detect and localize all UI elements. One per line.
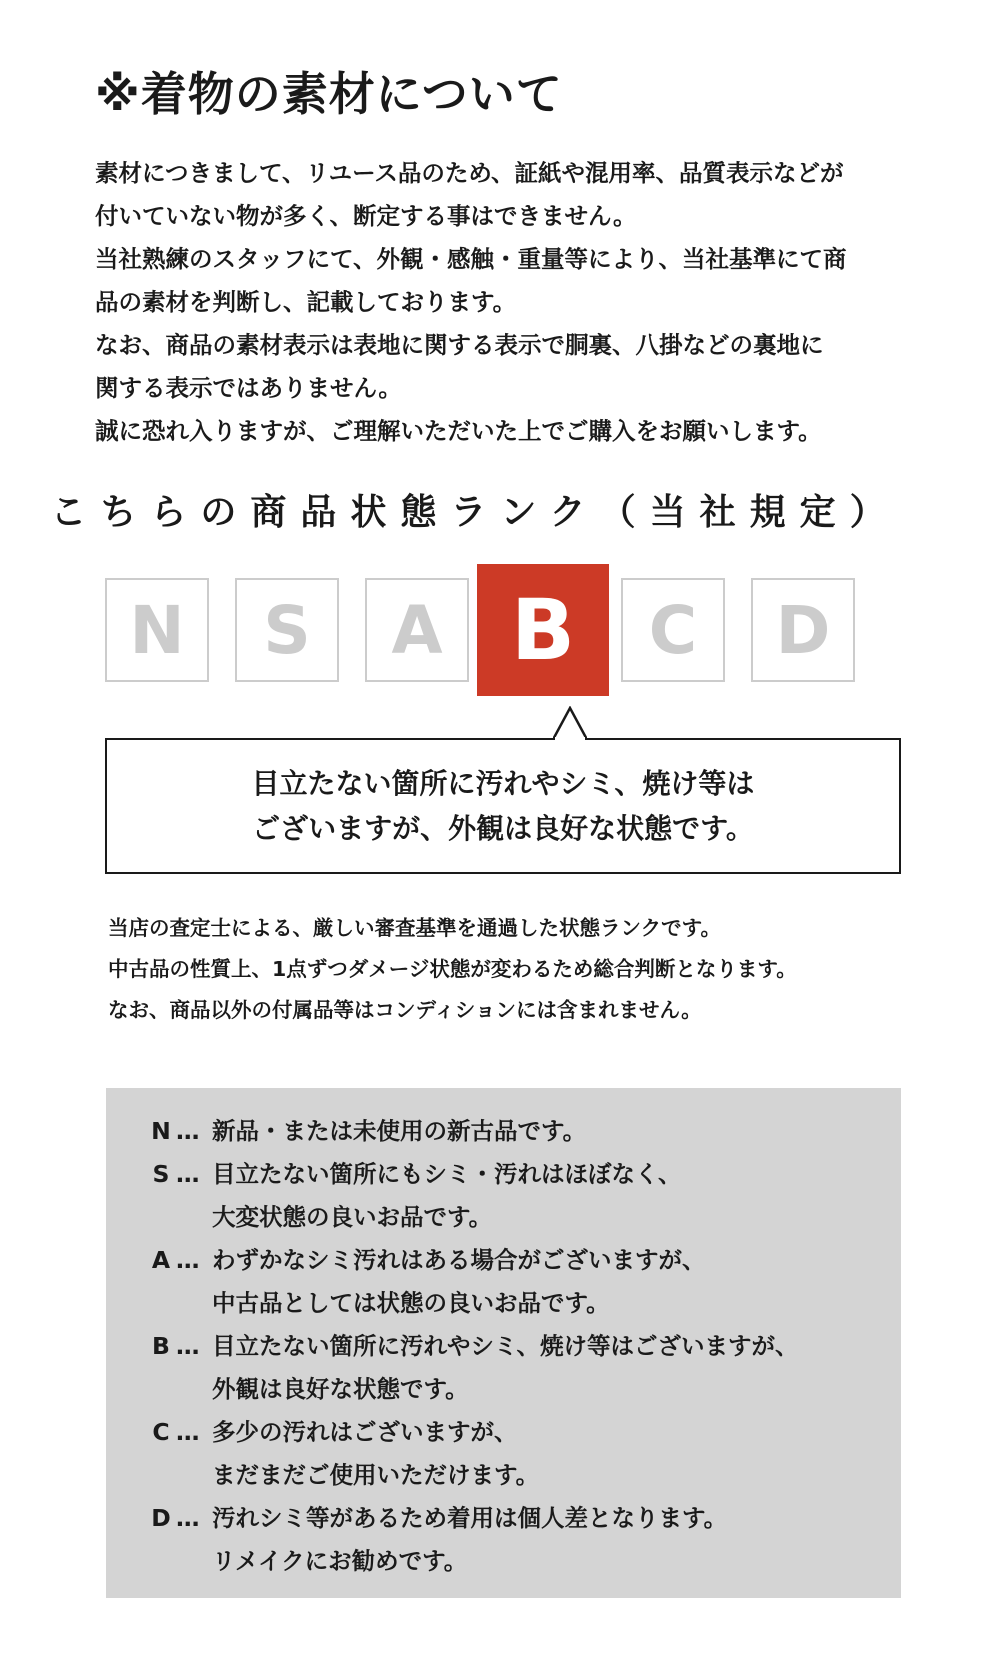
legend-item-s	[146, 1153, 901, 1239]
material-line: 関する表示ではありません。	[95, 374, 402, 402]
material-line: 品の素材を判断し、記載しております。	[95, 288, 517, 316]
legend-line: 目立たない箇所に汚れやシミ、焼け等はございますが、	[212, 1332, 799, 1360]
legend-item-c	[146, 1411, 901, 1497]
legend-ellipsis: …	[176, 1117, 200, 1145]
rank-heading: こちらの商品状態ランク（当社規定）	[50, 492, 900, 533]
legend-letter: N	[151, 1117, 171, 1145]
rank-notes	[108, 908, 928, 1031]
legend-description	[212, 1153, 682, 1239]
legend-line: 大変状態の良いお品です。	[212, 1203, 493, 1231]
legend-line: まだまだご使用いただけます。	[212, 1461, 540, 1489]
legend-ellipsis: …	[176, 1160, 200, 1188]
legend-description	[212, 1411, 539, 1497]
legend-description	[212, 1110, 586, 1153]
legend-description	[212, 1497, 727, 1583]
legend-ellipsis: …	[176, 1504, 200, 1532]
material-line: 付いていない物が多く、断定する事はできません。	[95, 202, 637, 230]
material-line: 素材につきまして、リユース品のため、証紙や混用率、品質表示などが	[95, 159, 844, 187]
selected-rank-callout	[105, 738, 901, 874]
rank-box-a: A	[365, 578, 469, 682]
legend-line: 新品・または未使用の新古品です。	[212, 1117, 587, 1145]
legend-description	[212, 1325, 799, 1411]
material-line: なお、商品の素材表示は表地に関する表示で胴裏、八掛などの裏地に	[95, 331, 824, 359]
legend-line: リメイクにお勧めです。	[212, 1547, 468, 1575]
material-line: 当社熟練のスタッフにて、外観・感触・重量等により、当社基準にて商	[95, 245, 847, 273]
legend-item-b	[146, 1325, 901, 1411]
rank-box-d: D	[751, 578, 855, 682]
rank-box-s: S	[235, 578, 339, 682]
legend-line: 目立たない箇所にもシミ・汚れはほぼなく、	[212, 1160, 682, 1188]
rank-selector	[105, 578, 905, 708]
legend-ellipsis: …	[176, 1246, 200, 1274]
legend-letter: B	[152, 1332, 170, 1360]
legend-item-a	[146, 1239, 901, 1325]
legend-ellipsis: …	[176, 1418, 200, 1446]
rank-box-c: C	[621, 578, 725, 682]
note-line: なお、商品以外の付属品等はコンディションには含まれません。	[108, 998, 702, 1022]
material-line: 誠に恐れ入りますが、ご理解いただいた上でご購入をお願いします。	[95, 417, 822, 445]
legend-line: 外観は良好な状態です。	[212, 1375, 469, 1403]
callout-line: 目立たない箇所に汚れやシミ、焼け等は	[251, 767, 755, 800]
legend-letter: C	[152, 1418, 170, 1446]
legend-letter: D	[151, 1504, 171, 1532]
legend-line: 多少の汚れはございますが、	[212, 1418, 518, 1446]
legend-item-n	[146, 1110, 901, 1153]
legend-line: わずかなシミ汚れはある場合がございますが、	[212, 1246, 706, 1274]
rank-box-b-selected: B	[477, 564, 609, 696]
legend-line: 汚れシミ等があるため着用は個人差となります。	[212, 1504, 728, 1532]
legend-letter: A	[151, 1246, 171, 1274]
callout-pointer-icon	[553, 706, 587, 740]
material-paragraph	[95, 152, 925, 453]
note-line: 当店の査定士による、厳しい審査基準を通過した状態ランクです。	[108, 916, 721, 940]
legend-ellipsis: …	[176, 1332, 200, 1360]
page-title: ※着物の素材について	[95, 67, 563, 121]
rank-box-n: N	[105, 578, 209, 682]
legend-item-d	[146, 1497, 901, 1583]
rank-legend	[106, 1088, 901, 1598]
note-line: 中古品の性質上、1点ずつダメージ状態が変わるため総合判断となります。	[108, 957, 797, 981]
legend-description	[212, 1239, 706, 1325]
legend-letter: S	[152, 1160, 170, 1188]
callout-line: ございますが、外観は良好な状態です。	[252, 812, 754, 845]
legend-line: 中古品としては状態の良いお品です。	[212, 1289, 610, 1317]
